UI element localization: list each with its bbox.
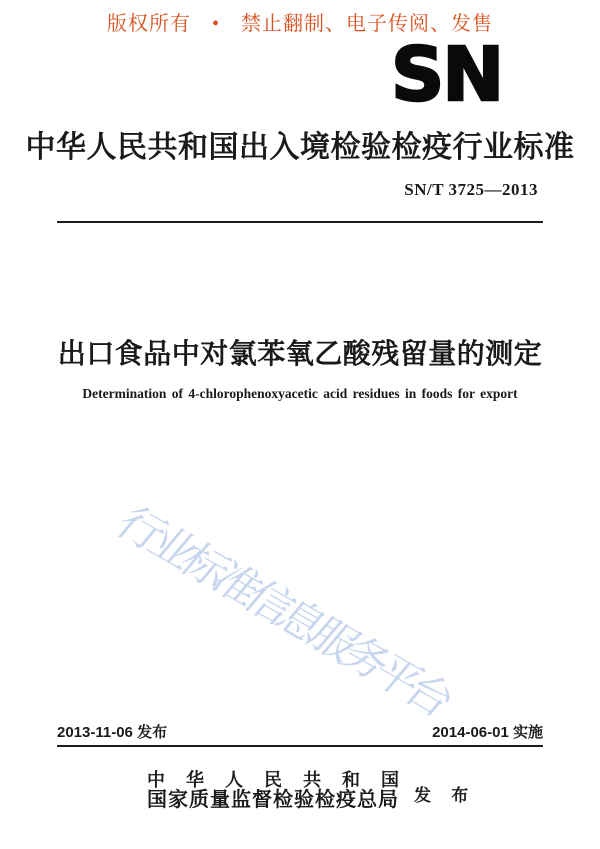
implementation-date: 2014-06-01 实施: [432, 724, 543, 741]
standard-number: SN/T 3725—2013: [404, 180, 538, 199]
dates-row: [57, 721, 543, 742]
publisher-agency: 国家质量监督检验检疫总局: [147, 789, 399, 811]
publisher-names: [147, 771, 399, 810]
title-chinese: 出口食品中对氯苯氧乙酸残留量的测定: [57, 338, 543, 369]
watermark-text: 行业标准信息服务平台: [106, 499, 459, 723]
footer-divider: [57, 745, 543, 747]
publisher-block: [147, 771, 476, 810]
publisher-country: 中 华 人 民 共 和 国: [147, 770, 399, 790]
title-english: Determination of 4-chlorophenoxyacetic acid residues in foods for export: [82, 386, 518, 401]
standard-type-heading: 中华人民共和国出入境检验检疫行业标准: [25, 131, 575, 164]
publish-label: 发 布: [414, 786, 477, 805]
issue-date: 2013-11-06 发布: [57, 724, 168, 741]
header-divider: [57, 221, 543, 223]
copyright-notice: 版权所有 • 禁止翻制、电子传阅、发售: [106, 13, 493, 35]
sn-logo: SN: [391, 32, 503, 118]
